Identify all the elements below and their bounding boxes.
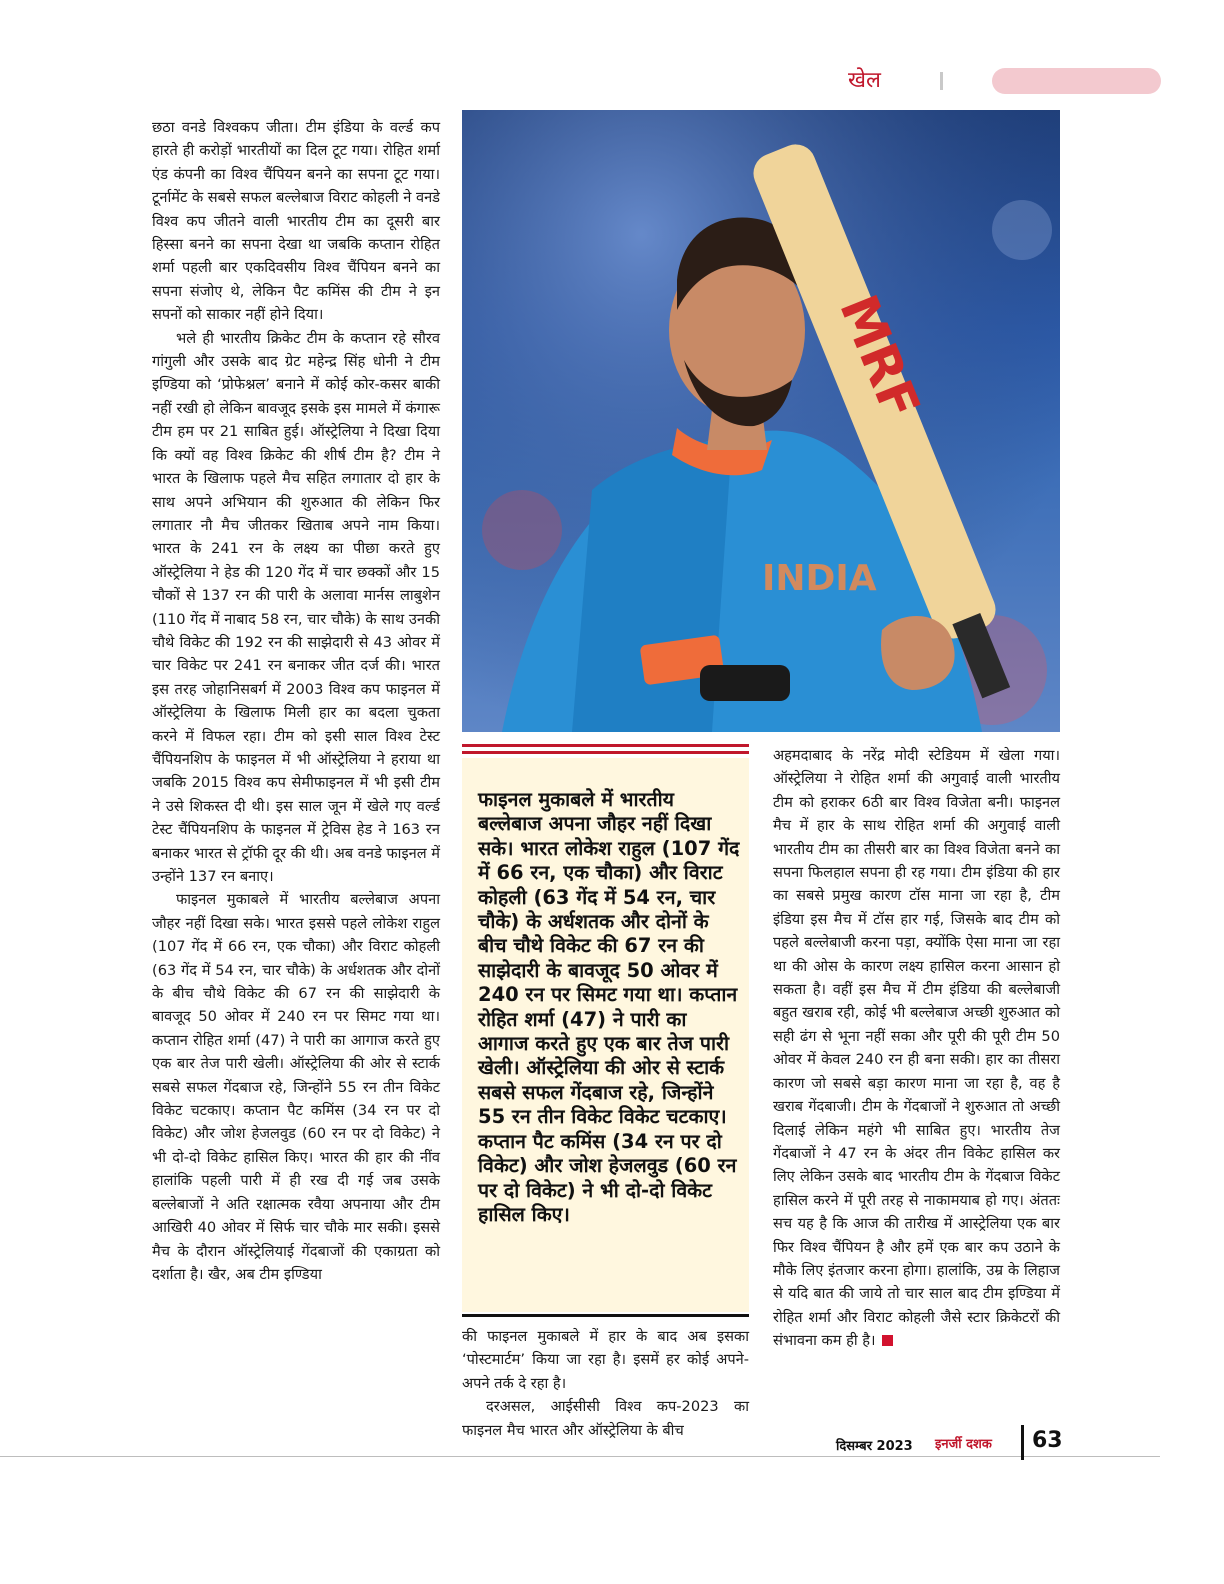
paragraph: भले ही भारतीय क्रिकेट टीम के कप्तान रहे सौरव गांगुली और उसके बाद ग्रेट महेन्द्र सिंह धोनी ने टीम इण्डिया को ‘प्रोफेश्नल’ बनाने में कोई कोर-कसर बाकी नहीं रखी हो लेकिन बावजूद इसके इस मामले में कंगारू टीम हम पर 21 साबित हुई। ऑस्ट्रेलिया ने दिखा दिया कि क्यों वह विश्व क्रिकेट की शीर्ष टीम है? टीम ने भारत के खिलाफ पहले मैच सहित लगातार दो हार के साथ अपने अभियान की शुरुआत की लेकिन फिर लगातार नौ मैच जीतकर खिताब अपने नाम किया। भारत के 241 रन के लक्ष्य का पीछा करते हुए ऑस्ट्रेलिया ने हेड की 120 गेंद में चार छक्कों और 15 चौकों से 137 रन की पारी के अलावा मार्नस लाबुशेन (110 गेंद में नाबाद 58 रन, चार चौके) के साथ उनकी चौथे विकेट की 192 रन की साझेदारी से 43 ओवर में चार विकेट पर 241 रन बनाकर जीत दर्ज की। भारत इस तरह जोहानिसबर्ग में 2003 विश्व कप फाइनल में ऑस्ट्रेलिया के खिलाफ मिली हार का बदला चुकता करने में विफल रहा। टीम को इसी साल विश्व टेस्ट चैंपियनशिप के फाइनल में भी ऑस्ट्रेलिया ने हराया था जबकि 2015 विश्व कप सेमीफाइनल में भी इसी टीम ने उसे शिकस्त दी थी। इस साल जून में खेले गए वर्ल्ड टेस्ट चैंपियनशिप के फाइनल में ट्रेविस हेड ने 163 रन बनाकर भारत से ट्रॉफी दूर की थी। अब वनडे फाइनल में उन्होंने 137 रन बनाए। [152, 329, 440, 885]
end-of-article-icon [882, 1335, 893, 1346]
pull-quote-text: फाइनल मुकाबले में भारतीय बल्लेबाज अपना जौहर नहीं दिखा सके। भारत लोकेश राहुल (107 गेंद में 66 रन, एक चौका) और विराट कोहली (63 गेंद में 54 रन, चार चौके) के अर्धशतक और दोनों के बीच चौथे विकेट की 67 रन की साझेदारी के बावजूद 50 ओवर में 240 रन पर सिमट गया था। कप्तान रोहित शर्मा (47) ने पारी का आगाज करते हुए एक बार तेज पारी खेली। ऑस्ट्रेलिया की ओर से स्टार्क सबसे सफल गेंदबाज रहे, जिन्होंने 55 रन तीन विकेट विकेट चटकाए। कप्तान पैट कमिंस (34 रन पर दो विकेट) और जोश हेजलवुड (60 रन पर दो विकेट) ने भी दो-दो विकेट हासिल किए। [478, 788, 740, 1226]
paragraph: फाइनल मुकाबले में भारतीय बल्लेबाज अपना जौहर नहीं दिखा सके। भारत इससे पहले लोकेश राहुल (107 गेंद में 66 रन, एक चौका) और विराट कोहली (63 गेंद में 54 रन, चार चौके) के अर्धशतक और दोनों के बीच चौथे विकेट की 67 रन की साझेदारी के बावजूद 50 ओवर में 240 रन पर सिमट गया था। कप्तान रोहित शर्मा (47) ने पारी का आगाज करते हुए एक बार तेज पारी खेली। ऑस्ट्रेलिया की ओर से स्टार्क सबसे सफल गेंदबाज रहे, जिन्होंने 55 रन तीन विकेट विकेट चटकाए। कप्तान पैट कमिंस (34 रन पर दो विकेट) और जोश हेजलवुड (60 रन पर दो विकेट) ने भी दो-दो विकेट हासिल किए। भारत की हार की नींव हालांकि पहली पारी में ही रख दी गई जब उसके बल्लेबाजों ने अति रक्षात्मक रवैया अपनाया और टीम आखिरी 40 ओवर में सिर्फ चार चौके मार सकी। इससे मैच के दौरान ऑस्ट्रेलियाई गेंदबाजों की एकाग्रता को दर्शाता है। खैर, अब टीम इण्डिया [152, 891, 440, 1283]
bat-logo: MRF [827, 287, 931, 428]
footer-divider [1021, 1425, 1024, 1460]
section-separator [940, 72, 943, 90]
paragraph [773, 744, 1060, 1353]
article-middle-column [462, 1325, 749, 1442]
pull-quote-bottom-rule [462, 1314, 749, 1317]
article-right-column [773, 744, 1060, 1353]
footer-date: दिसम्बर 2023 [836, 1439, 913, 1454]
pull-quote-rules [462, 744, 749, 758]
section-pill [992, 68, 1161, 94]
cricketer-photo [462, 110, 1060, 732]
paragraph: दरअसल, आईसीसी विश्व कप-2023 का फाइनल मैच भारत और ऑस्ट्रेलिया के बीच [462, 1398, 749, 1439]
rule [462, 744, 749, 747]
magazine-logo: इनर्जी दशक [935, 1437, 992, 1452]
rule [462, 751, 749, 754]
jersey-text: INDIA [762, 558, 877, 599]
paragraph: की फाइनल मुकाबले में हार के बाद अब इसका ‘पोस्टमार्टम’ किया जा रहा है। इसमें हर कोई अपने-अपने तर्क दे रहा है। [462, 1328, 749, 1392]
paragraph-text: अहमदाबाद के नरेंद्र मोदी स्टेडियम में खेला गया। ऑस्ट्रेलिया ने रोहित शर्मा की अगुवाई वाली भारतीय टीम को हराकर 6ठी बार विश्व विजेता बनी। फाइनल मैच में हार के साथ रोहित शर्मा की अगुवाई वाली भारतीय टीम का तीसरी बार का विश्व विजेता बनने का सपना फिलहाल सपना ही रह गया। टीम इंडिया की हार का सबसे प्रमुख कारण टॉस माना जा रहा है, टीम इंडिया इस मैच में टॉस हार गई, जिसके बाद टीम को पहले बल्लेबाजी करना पड़ा, क्योंकि ऐसा माना जा रहा था की ओस के कारण लक्ष्य हासिल करना आसान हो सकता है। वहीं इस मैच में टीम इंडिया की बल्लेबाजी बहुत खराब रही, कोई भी बल्लेबाज अच्छी शुरुआत को सही ढंग से भूना नहीं सका और पूरी की पूरी टीम 50 ओवर में केवल 240 रन ही बना सकी। हार का तीसरा कारण जो सबसे बड़ा कारण माना जा रहा है, वह है खराब गेंदबाजी। टीम के गेंदबाजों ने शुरुआत तो अच्छी दिलाई लेकिन महंगे भी साबित हुए। भारतीय तेज गेंदबाजों ने 47 रन के अंदर तीन विकेट हासिल कर लिए लेकिन उसके बाद भारतीय टीम के गेंदबाज विकेट हासिल करने में पूरी तरह से नाकामयाब हो गए। अंततः सच यह है कि आज की तारीख में आस्ट्रेलिया एक बार फिर विश्व चैंपियन है और हमें एक बार कप उठाने के मौके लिए इंतजार करना होगा। हालांकि, उम्र के लिहाज से यदि बात की जाये तो चार साल बाद टीम इण्डिया में रोहित शर्मा और विराट कोहली जैसे स्टार क्रिकेटरों की संभावना कम ही है। [773, 747, 1061, 1350]
article-left-column [152, 116, 440, 1286]
footer-rule [0, 1456, 1160, 1457]
section-label: खेल [848, 68, 881, 93]
page-number: 63 [1032, 1428, 1063, 1453]
photo-illustration [462, 110, 1060, 732]
paragraph: छठा वनडे विश्वकप जीता। टीम इंडिया के वर्ल्ड कप हारते ही करोड़ों भारतीयों का दिल टूट गया। रोहित शर्मा एंड कंपनी का विश्व चैंपियन बनने का सपना टूट गया। टूर्नामेंट के सबसे सफल बल्लेबाज विराट कोहली ने वनडे विश्व कप जीतने वाली भारतीय टीम का दूसरी बार हिस्सा बनने का सपना देखा था जबकि कप्तान रोहित शर्मा पहली बार एकदिवसीय विश्व चैंपियन बनने का सपना संजोए थे, लेकिन पैट कमिंस की टीम ने इन सपनों को साकार नहीं होने दिया। [152, 119, 440, 324]
